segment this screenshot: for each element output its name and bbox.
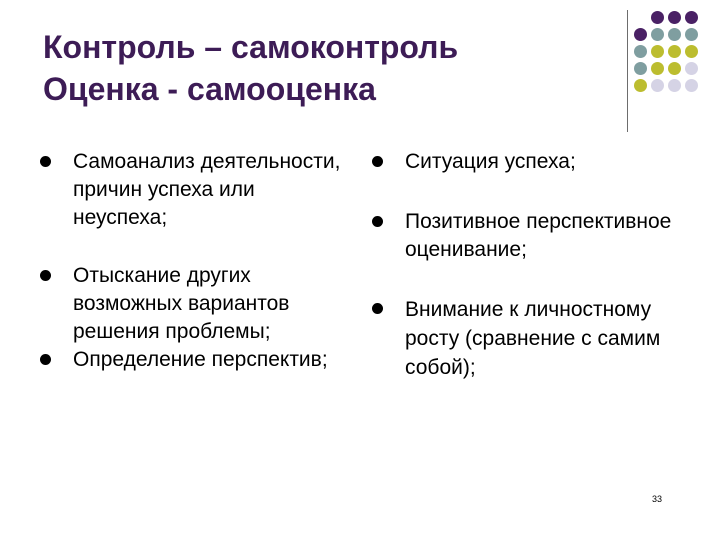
title-line-2: Оценка - самооценка: [43, 71, 376, 107]
bullet-icon: [372, 303, 383, 314]
decorative-dot: [668, 28, 681, 41]
bullet-text: Позитивное перспективное оценивание;: [405, 210, 672, 261]
bullet-text: Ситуация успеха;: [405, 150, 576, 173]
slide-title: [43, 26, 603, 110]
bullet-icon: [372, 216, 383, 227]
bullet-text: Определение перспектив;: [73, 348, 328, 371]
decorative-dot: [651, 79, 664, 92]
decorative-dot: [651, 45, 664, 58]
decorative-dot: [668, 11, 681, 24]
title-line-1: Контроль – самоконтроль: [43, 29, 459, 65]
bullet-text: Отыскание других возможных вариантов решения проблемы;: [73, 264, 290, 343]
decorative-dot: [668, 79, 681, 92]
decorative-dot: [685, 79, 698, 92]
decorative-dot: [651, 62, 664, 75]
decorative-dot: [685, 45, 698, 58]
left-bullet-item: [40, 148, 345, 232]
decorative-dot: [685, 62, 698, 75]
bullet-icon: [40, 354, 51, 365]
decorative-dot: [685, 28, 698, 41]
decorative-dot: [668, 62, 681, 75]
right-bullet-list: [372, 148, 672, 382]
bullet-icon: [372, 156, 383, 167]
left-bullet-item: [40, 262, 345, 346]
decorative-dot: [634, 79, 647, 92]
decorative-dot: [651, 11, 664, 24]
left-bullet-list: [40, 148, 345, 374]
left-bullet-item: [40, 346, 345, 374]
vertical-divider: [627, 10, 628, 132]
right-bullet-item: [372, 148, 672, 176]
decorative-dot: [651, 28, 664, 41]
decorative-dot: [634, 62, 647, 75]
right-bullet-item: [372, 295, 672, 382]
bullet-icon: [40, 270, 51, 281]
decorative-dot: [634, 45, 647, 58]
bullet-text: Внимание к личностному росту (сравнение с самим собой);: [405, 298, 661, 379]
decorative-dot: [668, 45, 681, 58]
bullet-icon: [40, 156, 51, 167]
bullet-text: Самоанализ деятельности, причин успеха или неуспеха;: [73, 150, 341, 229]
page-number: 33: [652, 494, 663, 504]
right-bullet-item: [372, 208, 672, 264]
decorative-dot: [685, 11, 698, 24]
decorative-dot: [634, 28, 647, 41]
